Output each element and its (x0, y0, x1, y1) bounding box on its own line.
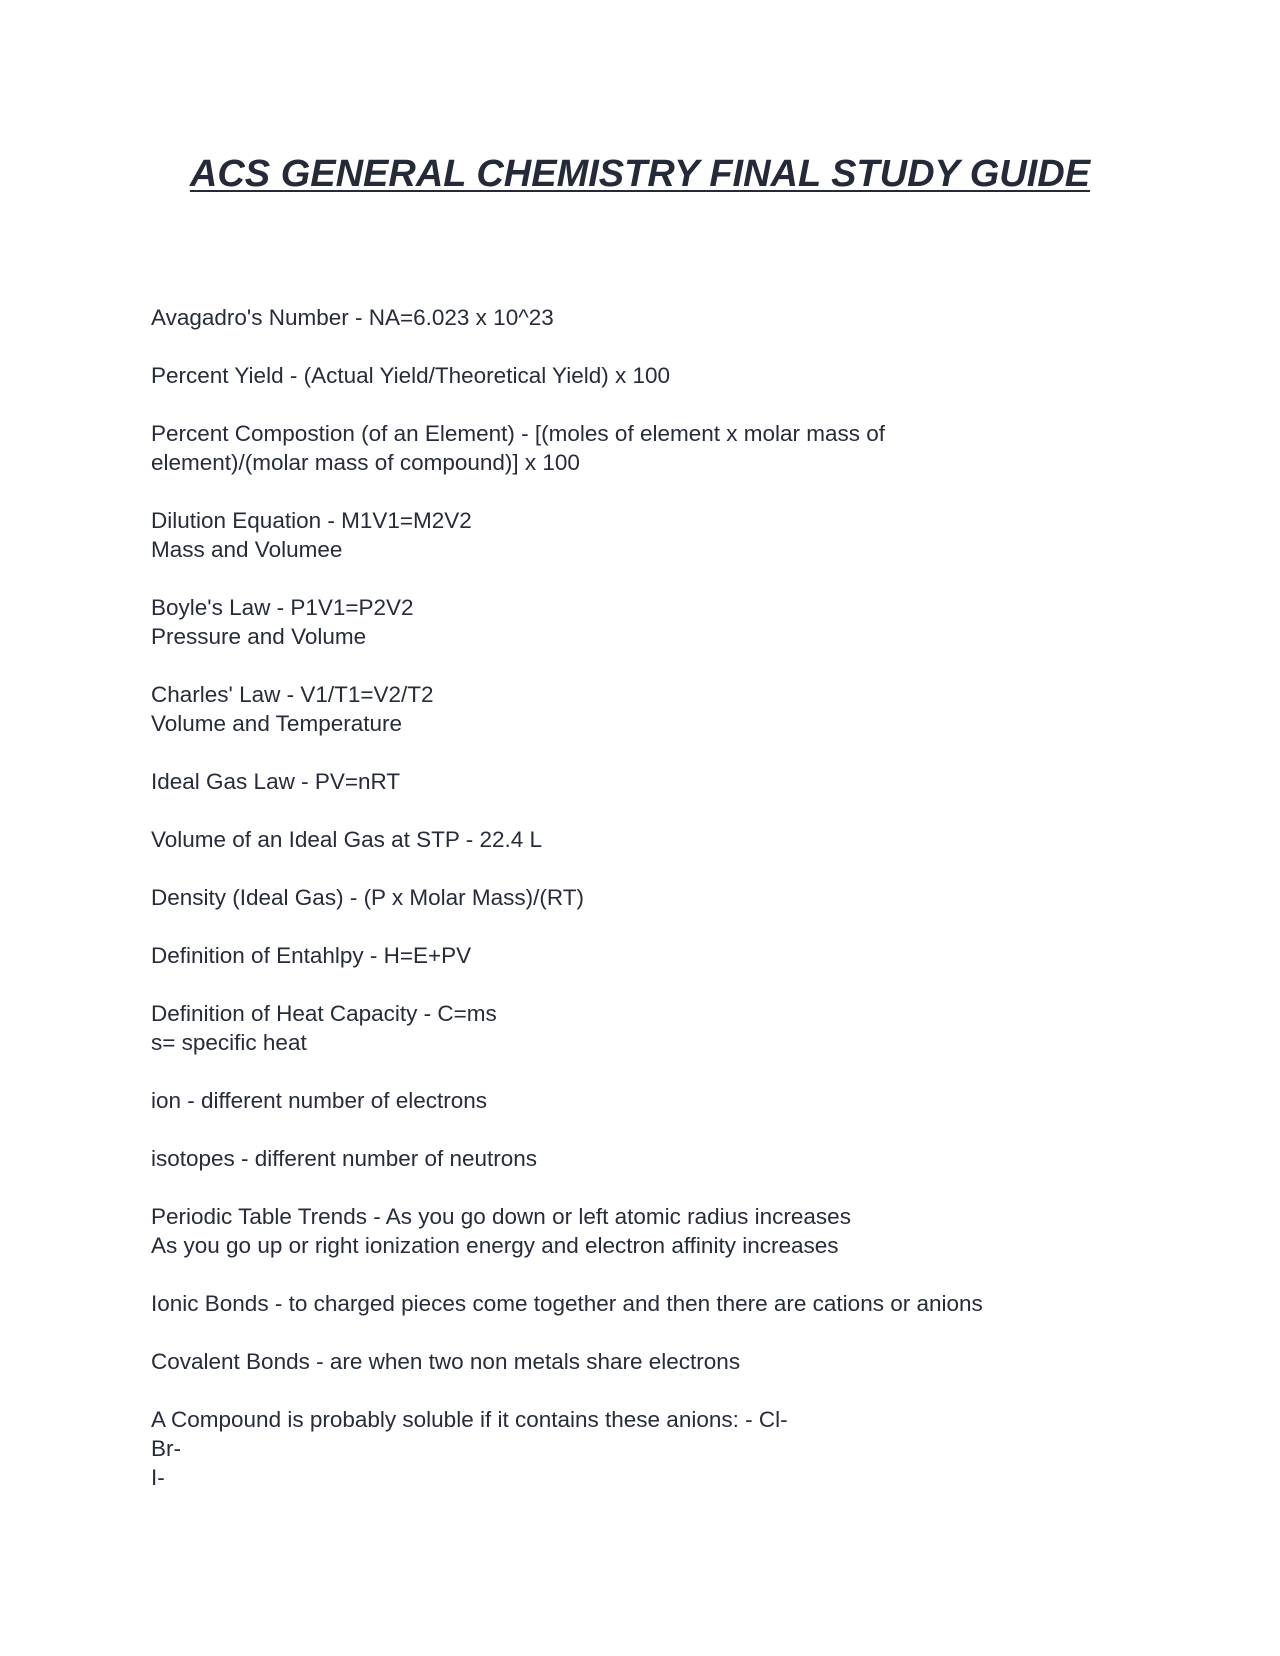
entry-density-ideal-gas (151, 883, 1151, 912)
entry-line: As you go up or right ionization energy and electron affinity increases (151, 1233, 839, 1258)
entry-periodic-trends (151, 1202, 1151, 1260)
entry-heat-capacity (151, 999, 1151, 1057)
entry-solubility-anions (151, 1405, 1151, 1492)
entry-line: Br- (151, 1436, 181, 1461)
entry-volume-at-stp (151, 825, 1151, 854)
entry-line: Dilution Equation - M1V1=M2V2 (151, 508, 472, 533)
entry-line: Volume of an Ideal Gas at STP - 22.4 L (151, 827, 543, 852)
entry-line: Percent Yield - (Actual Yield/Theoretical Yield) x 100 (151, 363, 671, 388)
entry-line: ion - different number of electrons (151, 1088, 488, 1113)
entry-covalent-bonds (151, 1347, 1151, 1376)
entry-line: Charles' Law - V1/T1=V2/T2 (151, 682, 434, 707)
entry-line: Definition of Heat Capacity - C=ms (151, 1001, 497, 1026)
entry-line: Covalent Bonds - are when two non metals share electrons (151, 1349, 741, 1374)
entry-percent-composition (151, 419, 1151, 477)
entry-ionic-bonds (151, 1289, 1151, 1318)
entry-enthalpy (151, 941, 1151, 970)
entry-line: Definition of Entahlpy - H=E+PV (151, 943, 472, 968)
entry-line: Ionic Bonds - to charged pieces come together and then there are cations or anions (151, 1291, 983, 1316)
entry-line: Mass and Volumee (151, 537, 343, 562)
entry-avogadro-number (151, 303, 1151, 332)
entry-line: element)/(molar mass of compound)] x 100 (151, 450, 580, 475)
entry-line: Pressure and Volume (151, 624, 367, 649)
document-title: ACS GENERAL CHEMISTRY FINAL STUDY GUIDE (189, 153, 1091, 195)
entry-line: Volume and Temperature (151, 711, 402, 736)
entry-line: Density (Ideal Gas) - (P x Molar Mass)/(RT) (151, 885, 584, 910)
entry-percent-yield (151, 361, 1151, 390)
entry-line: Periodic Table Trends - As you go down or left atomic radius increases (151, 1204, 851, 1229)
document-body (151, 303, 1151, 1521)
entry-line: Ideal Gas Law - PV=nRT (151, 769, 401, 794)
entry-line: Avagadro's Number - NA=6.023 x 10^23 (151, 305, 554, 330)
entry-line: s= specific heat (151, 1030, 307, 1055)
entry-charles-law (151, 680, 1151, 738)
entry-line: isotopes - different number of neutrons (151, 1146, 538, 1171)
entry-isotopes (151, 1144, 1151, 1173)
entry-boyles-law (151, 593, 1151, 651)
entry-line: A Compound is probably soluble if it contains these anions: - Cl- (151, 1407, 788, 1432)
entry-ion (151, 1086, 1151, 1115)
entry-line: I- (151, 1465, 165, 1490)
entry-line: Boyle's Law - P1V1=P2V2 (151, 595, 414, 620)
entry-line: Percent Compostion (of an Element) - [(moles of element x molar mass of (151, 421, 886, 446)
entry-ideal-gas-law (151, 767, 1151, 796)
entry-dilution-equation (151, 506, 1151, 564)
